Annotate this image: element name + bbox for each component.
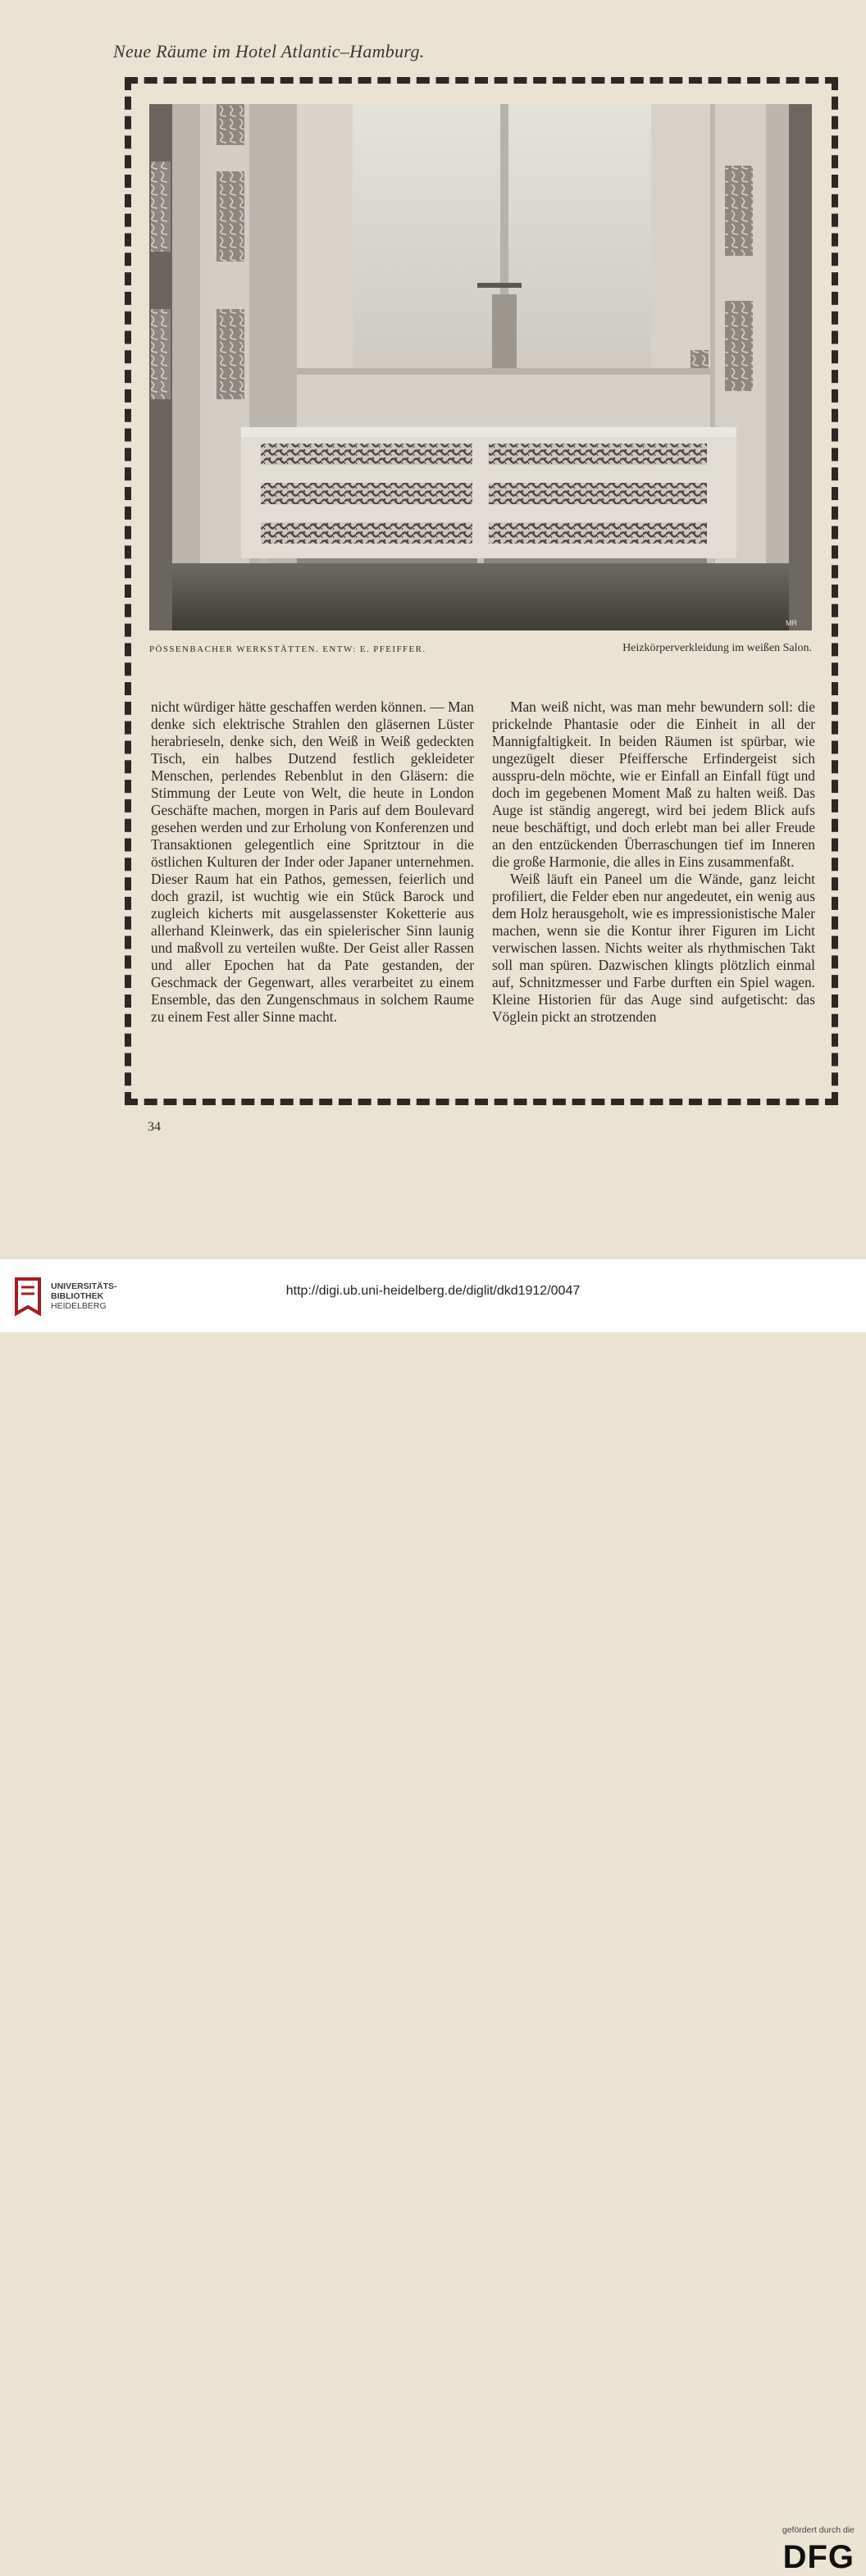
text-column-right (492, 699, 815, 1026)
page-number: 34 (148, 1120, 161, 1134)
dfg-logo[interactable]: DFG (782, 2539, 855, 2575)
permalink-url[interactable]: http://digi.ub.uni-heidelberg.de/diglit/dkd1912/0047 (285, 1284, 581, 1298)
funding-note: gefördert durch die (782, 2525, 855, 2535)
text-column-left (151, 699, 474, 1026)
library-name[interactable]: UNIVERSITÄTS- BIBLIOTHEK HEIDELBERG (51, 1281, 117, 1311)
running-title: Neue Räume im Hotel Atlantic–Hamburg. (113, 41, 425, 61)
plate-caption: Heizkörperverkleidung im weißen Salon. (622, 642, 812, 654)
paragraph: Weiß läuft ein Paneel um die Wände, ganz leicht profiliert, die Felder eben nur angedeutet, ein wenig aus dem Holz herausgeholt, wie es impressionistische Maler machen, wenn sie die Kontur ihrer Figuren im Licht verwischen lassen. Nichts weiter als rhythmischen Takt soll man spüren. Dazwischen klingts plötzlich einmal auf, Schnitzmesser und Farbe durften ein Spiel wagen. Kleine Historien für das Auge sind aufgetischt: das Vöglein pickt an strotzenden (492, 871, 815, 1025)
scanned-page (0, 0, 866, 1258)
photographer-monogram: MR (786, 619, 797, 627)
radiator-cover-photo (149, 104, 812, 630)
plate-credit: PÖSSENBACHER WERKSTÄTTEN. ENTW: E. PFEIFFER. (149, 644, 426, 654)
paragraph: Man weiß nicht, was man mehr bewundern soll: die prickelnde Phantasie oder die Einheit in all der Mannigfaltigkeit. In beiden Räumen ist spürbar, wie ungezügelt dieser Pfeiffersche Erfindergeist sich ausspru-deln möchte, wie er Einfall an Einfall fügt und doch im gegebenen Moment Maß zu halten weiß. Das Auge ist ständig angeregt, wird bei jedem Blick aufs neue beschäftigt, und doch erlebt man bei aller Freude an den entzückenden Überraschungen tief im Inneren die große Harmonie, die alles in Eins zusammenfaßt. (492, 699, 815, 870)
paragraph: nicht würdiger hätte geschaffen werden können. — Man denke sich elektrische Strahlen den gläsernen Lüster herabrieseln, denke sich, den Weiß in Weiß gedeckten Tisch, ein halbes Dutzend festlich gekleideter Menschen, perlendes Rebenblut in den Gläsern: die Stimmung der Leute von Welt, die heute in London Geschäfte machen, morgen in Paris auf dem Boulevard gesehen werden und zur Erholung von Konferenzen und Transaktionen gelegentlich eine Spritztour in die östlichen Kulturen der Inder oder Japaner unternehmen. Dieser Raum hat ein Pathos, gemessen, feierlich und doch grazil, ist wuchtig wie ein Stück Barock und zugleich kicherts mit ausgelassenster Koketterie aus allerhand Kleinwerk, das ein spielerischer Sinn launig und maßvoll zu verteilen wußte. Der Geist aller Rassen und aller Epochen hat da Pate gestanden, der Geschmack der Gegenwart, alles verarbeitet zu einem Ensemble, das den Zungenschmaus in solchem Raume zu einem Fest aller Sinne macht. (151, 699, 474, 1025)
photo-plate (149, 104, 812, 630)
